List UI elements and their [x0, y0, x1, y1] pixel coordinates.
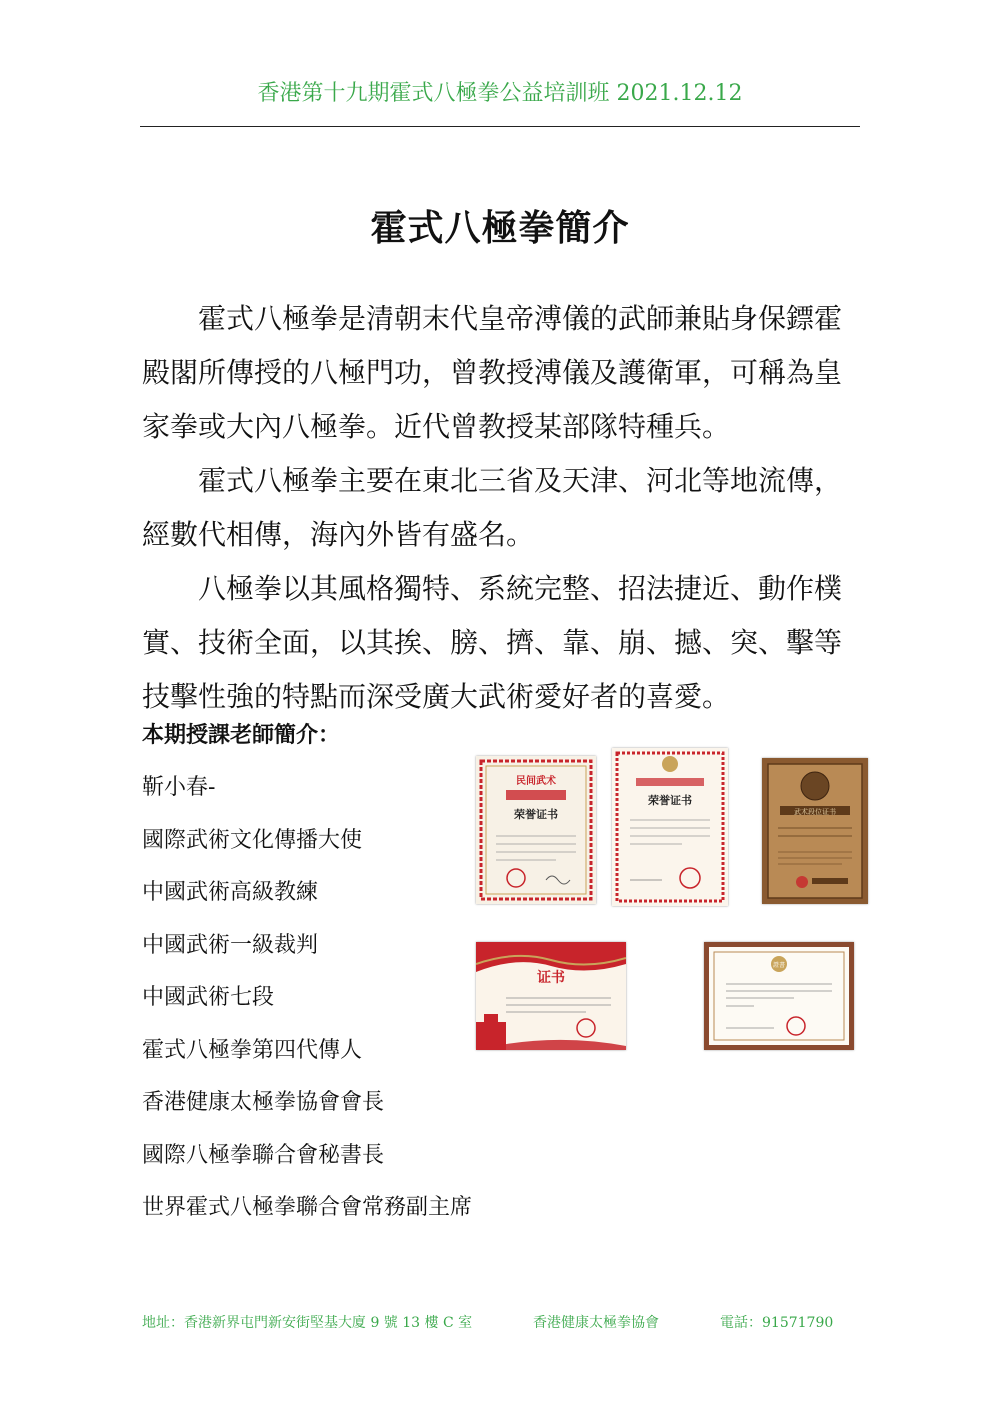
- certificate-image-5: [704, 942, 854, 1050]
- certificate-2-title: 荣誉证书: [648, 794, 692, 807]
- certificate-image-1: [476, 756, 596, 904]
- teacher-line: 香港健康太極拳協會會長: [142, 1090, 385, 1115]
- certificate-4-graphic: [476, 942, 626, 1050]
- certificate-2-graphic: [612, 748, 728, 906]
- teacher-line: 中國武術一級裁判: [142, 932, 319, 958]
- intro-paragraph: 霍式八極拳主要在東北三省及天津、河北等地流傳，經數代相傳，海內外皆有盛名。: [142, 464, 843, 551]
- certificate-5-title: 證書: [772, 962, 786, 969]
- page-header: 香港第十九期霍式八極拳公益培訓班 2021.12.12: [257, 81, 743, 106]
- intro-text: [142, 292, 862, 724]
- certificate-5-graphic: [704, 942, 854, 1050]
- teacher-line: 世界霍式八極拳聯合會常務副主席: [142, 1195, 473, 1220]
- footer-organization: 香港健康太極拳協會: [533, 1315, 659, 1331]
- intro-paragraph: 八極拳以其風格獨特、系統完整、招法捷近、動作樸實、技術全面，以其挨、膀、擠、靠、崩、撼、突、擊等技擊性強的特點而深受廣大武術愛好者的喜愛。: [142, 572, 843, 713]
- teacher-line: 靳小春-: [142, 775, 216, 800]
- certificate-1-title: 荣誉证书: [514, 808, 558, 821]
- teacher-line: 中國武術七段: [142, 985, 275, 1010]
- certificate-1-header: 民间武术: [516, 776, 556, 787]
- certificate-image-2: [612, 748, 728, 906]
- certificate-4-title: 证书: [537, 970, 565, 986]
- certificate-3-graphic: [762, 758, 868, 904]
- certificate-3-title: 武术段位证书: [794, 808, 836, 816]
- footer-phone: 電話：91571790: [720, 1315, 834, 1331]
- intro-paragraph: 霍式八極拳是清朝末代皇帝溥儀的武師兼貼身保鏢霍殿閣所傳授的八極門功，曾教授溥儀及護衛軍，可稱為皇家拳或大內八極拳。近代曾教授某部隊特種兵。: [142, 302, 843, 443]
- header-divider: [140, 126, 860, 127]
- teacher-line: 霍式八極拳第四代傳人: [142, 1037, 363, 1063]
- certificate-image-3: [762, 758, 868, 904]
- certificate-1-graphic: [476, 756, 596, 904]
- certificate-image-4: [476, 942, 626, 1050]
- teacher-line: 國際武術文化傳播大使: [142, 827, 363, 853]
- teacher-line: 中國武術高級教練: [142, 880, 319, 905]
- teacher-list: [142, 770, 472, 1243]
- teachers-heading: 本期授課老師簡介：: [142, 722, 341, 748]
- page-title: 霍式八極拳簡介: [370, 207, 630, 249]
- teacher-line: 國際八極拳聯合會秘書長: [142, 1142, 385, 1168]
- footer-address: 地址：香港新界屯門新安街堅基大廈 9 號 13 樓 C 室: [142, 1315, 473, 1331]
